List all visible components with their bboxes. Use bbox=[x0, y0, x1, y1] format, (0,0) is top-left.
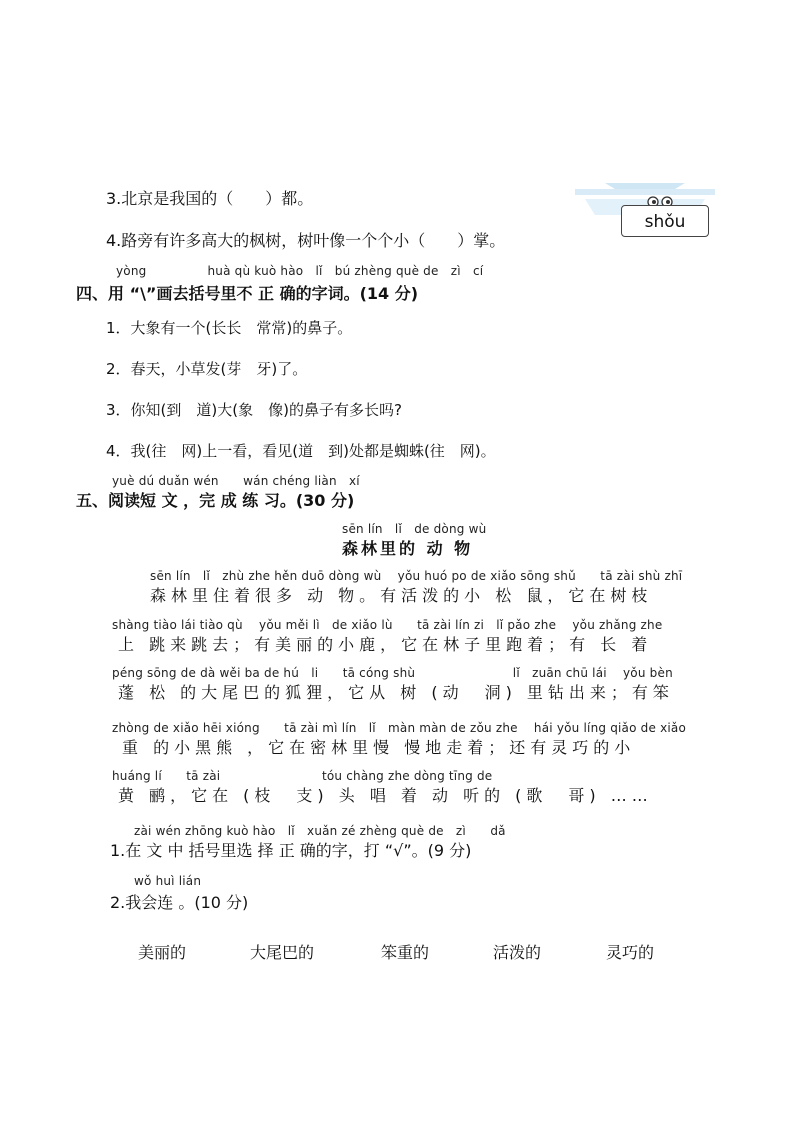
pinyin-card: shǒu bbox=[621, 205, 709, 237]
section4-item: 3．你知(到 道)大(象 像)的鼻子有多长吗? bbox=[106, 401, 402, 419]
section5-title: 五、阅读短 文 ，完 成 练 习。(30 分) bbox=[76, 491, 355, 510]
passage-line-pinyin: shàng tiào lái tiào qù yǒu měi lì de xiǎo lù tā zài lín zi lǐ pǎo zhe yǒu zhǎng zhe bbox=[112, 618, 663, 632]
question2: 2.我会连 。(10 分) bbox=[110, 893, 249, 912]
passage-line: 上 跳来跳去；有美丽的小鹿，它在林子里跑着；有 长 着 bbox=[118, 635, 653, 654]
passage-line-pinyin: huáng lí tā zài tóu chàng zhe dòng tīng de bbox=[112, 769, 493, 783]
passage-title: 森林里的 动 物 bbox=[342, 539, 474, 558]
question1-pinyin: zài wén zhōng kuò hào lǐ xuǎn zé zhèng què de zì dǎ bbox=[134, 824, 506, 838]
passage-title-pinyin: sēn lín lǐ de dòng wù bbox=[342, 522, 487, 536]
connect-word: 大尾巴的 bbox=[250, 943, 315, 962]
passage-line: 重 的小黑熊 ，它在密林里慢 慢地走着；还有灵巧的小 bbox=[122, 738, 636, 757]
connect-word: 灵巧的 bbox=[606, 943, 655, 962]
fill-question-4: 4.路旁有许多高大的枫树，树叶像一个个小（ ）掌。 bbox=[106, 231, 506, 250]
fill-question-3: 3.北京是我国的（ ）都。 bbox=[106, 189, 314, 208]
question1: 1.在 文 中 括号里选 择 正 确的字，打 “√”。(9 分) bbox=[110, 841, 472, 860]
section4-item: 2．春天，小草发(芽 牙)了。 bbox=[106, 360, 308, 378]
passage-line-pinyin: péng sōng de dà wěi ba de hú li tā cóng shù lǐ zuān chū lái yǒu bèn bbox=[112, 666, 673, 680]
connect-word: 美丽的 bbox=[138, 943, 187, 962]
passage-line: 森林里住着很多 动 物。有活泼的小 松 鼠，它在树枝 bbox=[150, 586, 653, 605]
connect-word: 笨重的 bbox=[381, 943, 430, 962]
passage-line: 黄 鹂，它在 (枝 支) 头 唱 着 动 听的 (歌 哥) …… bbox=[118, 786, 653, 805]
section4-item: 4．我(往 网)上一看，看见(道 到)处都是蜘蛛(往 网)。 bbox=[106, 442, 496, 460]
passage-line: 蓬 松 的大尾巴的狐狸，它从 树 (动 洞) 里钻出来；有笨 bbox=[118, 683, 674, 702]
connect-word: 活泼的 bbox=[493, 943, 542, 962]
section5-pinyin: yuè dú duǎn wén wán chéng liàn xí bbox=[112, 474, 360, 488]
section4-title: 四、用 “\”画去括号里不 正 确的字词。(14 分) bbox=[76, 284, 419, 303]
question2-pinyin: wǒ huì lián bbox=[134, 874, 202, 888]
passage-line-pinyin: zhòng de xiǎo hēi xióng tā zài mì lín lǐ màn màn de zǒu zhe hái yǒu líng qiǎo de xiǎo bbox=[112, 721, 687, 735]
passage-line-pinyin: sēn lín lǐ zhù zhe hěn duō dòng wù yǒu huó po de xiǎo sōng shǔ tā zài shù zhī bbox=[150, 569, 683, 583]
section4-item: 1．大象有一个(长长 常常)的鼻子。 bbox=[106, 319, 353, 337]
section4-pinyin: yòng huà qù kuò hào lǐ bú zhèng què de zì cí bbox=[116, 264, 484, 278]
